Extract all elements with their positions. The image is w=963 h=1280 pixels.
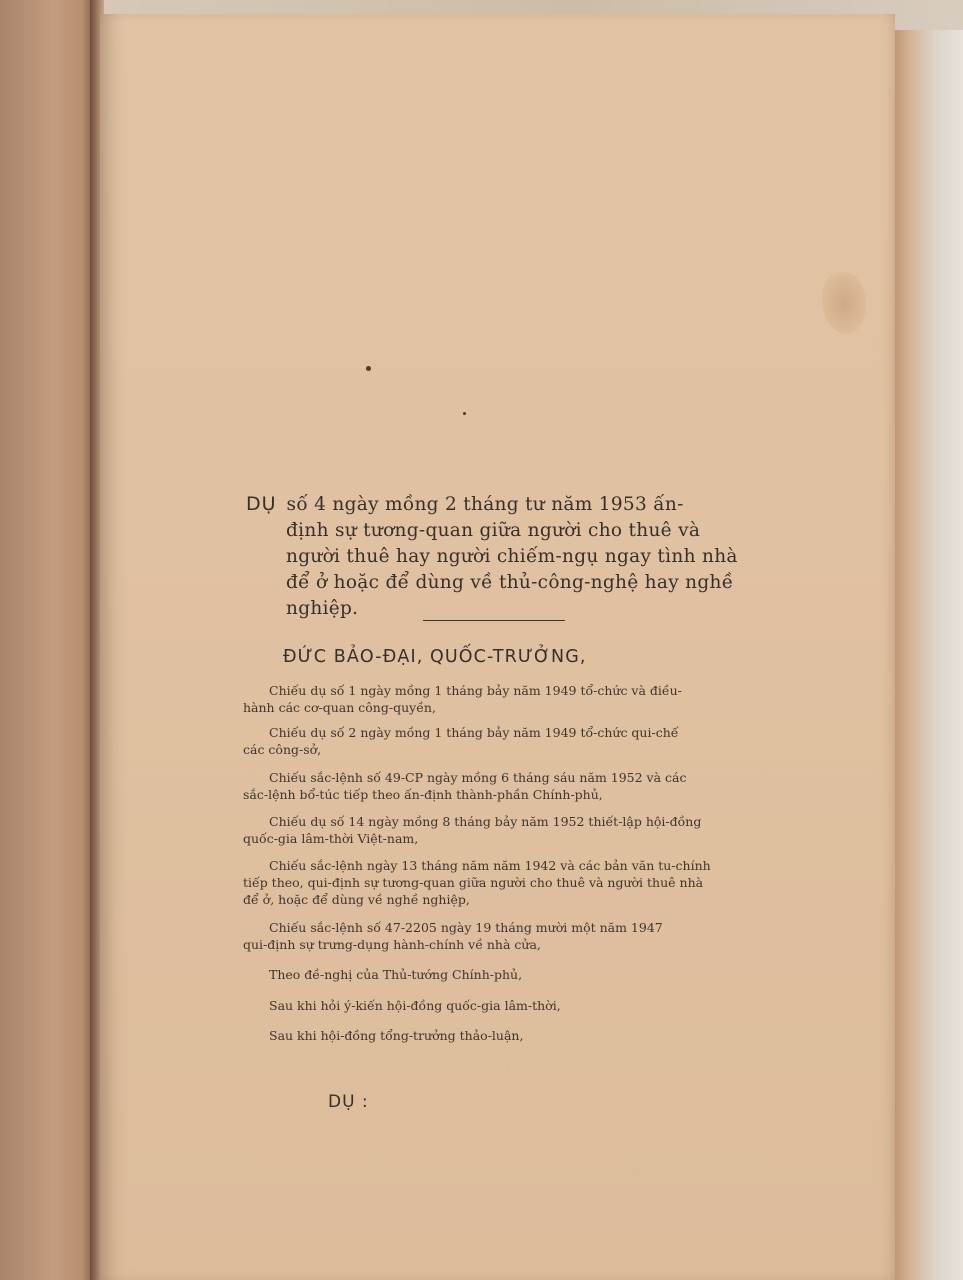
clause-line: Chiếu dụ số 2 ngày mồng 1 tháng bảy năm 1949 tổ-chức qui-chế	[269, 725, 679, 740]
title-divider	[423, 620, 565, 621]
title-line	[246, 596, 766, 622]
clause-line: Sau khi hội-đồng tổng-trưởng thảo-luận,	[269, 1028, 524, 1043]
clause	[243, 857, 753, 908]
title-lead: DỤ	[246, 493, 277, 515]
clause-line: Chiếu dụ số 14 ngày mồng 8 tháng bảy năm 1952 thiết-lập hội-đồng	[269, 814, 702, 829]
title-text: người thuê hay người chiếm-ngụ ngay tình nhà	[286, 546, 738, 567]
clause-line: Sau khi hỏi ý-kiến hội-đồng quốc-gia lâm-thời,	[269, 998, 561, 1013]
title-line	[246, 491, 766, 518]
clause	[243, 724, 753, 758]
title-text: định sự tương-quan giữa người cho thuê và	[286, 520, 701, 541]
title-text: số 4 ngày mồng 2 tháng tư năm 1953 ấn-	[286, 494, 684, 515]
clause-line: tiếp theo, qui-định sự tương-quan giữa người cho thuê và người thuê nhà	[243, 875, 704, 890]
clause-line: quốc-gia lâm-thời Việt-nam,	[243, 831, 419, 846]
title-text: nghiệp.	[286, 598, 359, 619]
clause	[243, 682, 753, 716]
clause-line: Chiếu sắc-lệnh ngày 13 tháng năm năm 1942 và các bản văn tu-chính	[269, 858, 711, 873]
clause-line: Chiếu sắc-lệnh số 49-CP ngày mồng 6 tháng sáu năm 1952 và các	[269, 770, 687, 785]
decree-closing: DỤ :	[328, 1092, 369, 1112]
clause-line: hành các cơ-quan công-quyền,	[243, 700, 436, 715]
clause	[243, 966, 753, 983]
clause-line: Theo đề-nghị của Thủ-tướng Chính-phủ,	[269, 967, 523, 982]
right-page-edges	[889, 30, 963, 1280]
clause-line: để ở, hoặc để dùng về nghề nghiệp,	[243, 892, 470, 907]
clause-line: các công-sở,	[243, 742, 322, 757]
title-line	[246, 518, 766, 544]
title-line	[246, 544, 766, 570]
document-page	[100, 14, 895, 1280]
clause-line: qui-định sự trưng-dụng hành-chính về nhà cửa,	[243, 937, 541, 952]
clause-line: Chiếu dụ số 1 ngày mồng 1 tháng bảy năm 1949 tổ-chức và điều-	[269, 683, 682, 698]
clause-line: Chiếu sắc-lệnh số 47-2205 ngày 19 tháng mười một năm 1947	[269, 920, 663, 935]
clause	[243, 997, 753, 1014]
clause	[243, 1027, 753, 1044]
left-page-edge	[0, 0, 96, 1280]
clause	[243, 769, 753, 803]
clause	[243, 813, 753, 847]
heading-head-of-state: ĐỨC BẢO-ĐẠI, QUỐC-TRƯỞNG,	[283, 647, 587, 667]
title-line	[246, 570, 766, 596]
ink-speck	[463, 412, 466, 415]
clause	[243, 919, 753, 953]
paper-stain	[822, 272, 866, 334]
decree-title	[246, 491, 766, 622]
title-text: để ở hoặc để dùng về thủ-công-nghệ hay nghề	[286, 572, 734, 593]
ink-speck	[366, 366, 371, 371]
clause-line: sắc-lệnh bổ-túc tiếp theo ấn-định thành-phần Chính-phủ,	[243, 787, 603, 802]
